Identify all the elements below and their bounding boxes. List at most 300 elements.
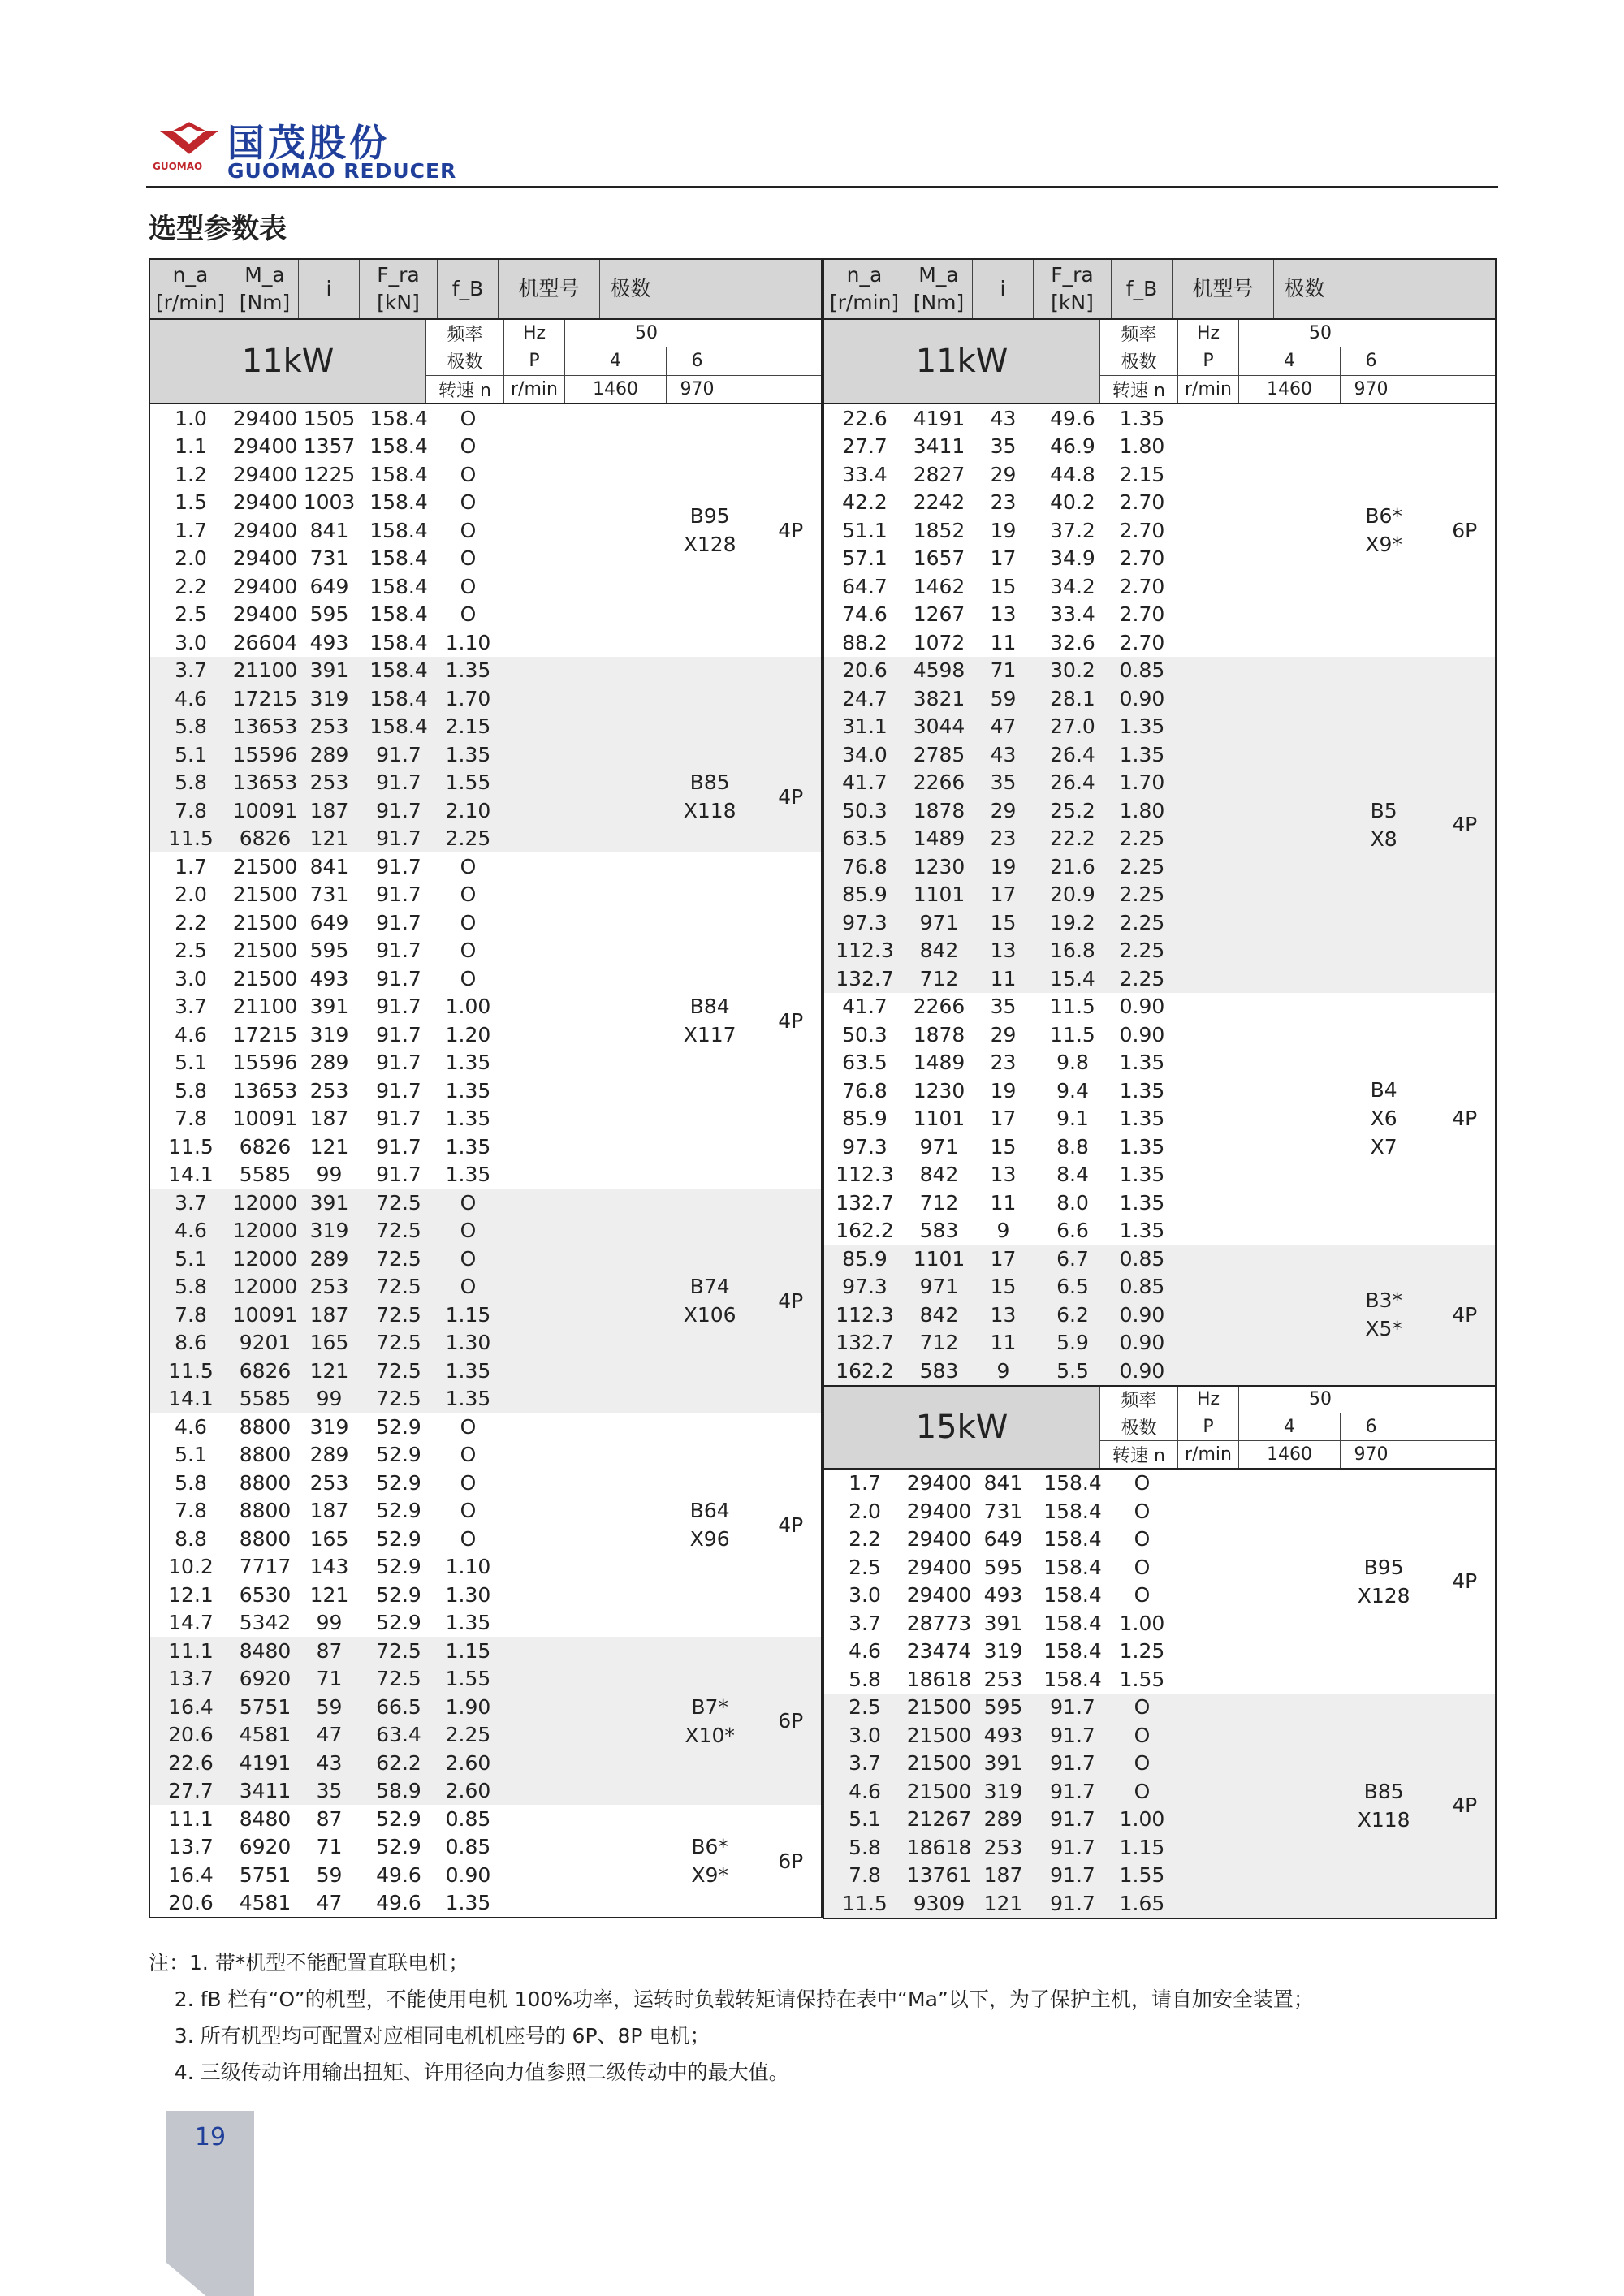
table-row: [150, 1637, 659, 1665]
table-cell: 2785: [913, 742, 965, 766]
pole-cell: [760, 657, 821, 741]
table-row: [824, 713, 1333, 741]
table-cell: 43: [990, 406, 1017, 430]
table-cell: O: [1134, 1695, 1151, 1720]
table-row: [824, 937, 1333, 965]
note-line: 4. 三级传动许用输出扭矩、许用径向力值参照二级传动中的最大值。: [149, 2061, 789, 2084]
table-cell: 11: [990, 966, 1017, 990]
table-cell: 34.2: [1050, 574, 1095, 598]
table-row: [824, 516, 1333, 545]
table-cell: 5585: [239, 1387, 292, 1411]
table-cell: 12000: [232, 1246, 298, 1271]
table-cell: 121: [309, 1134, 349, 1159]
table-cell: O: [460, 406, 477, 430]
table-row: [150, 825, 659, 853]
table-cell: O: [1134, 1555, 1151, 1579]
table-cell: 19: [990, 518, 1017, 542]
table-cell: 1.15: [445, 1302, 491, 1327]
table-cell: 0.90: [445, 1862, 491, 1887]
group-rows: [150, 740, 659, 852]
table-cell: 71: [316, 1835, 343, 1859]
table-cell: 2.70: [1119, 518, 1165, 542]
group-rows: [150, 657, 659, 741]
table-row: [824, 993, 1333, 1021]
table-cell: 28773: [906, 1611, 972, 1635]
table-cell: 20.9: [1050, 883, 1095, 907]
table-row: [150, 1245, 659, 1273]
page-title: 选型参数表: [149, 213, 287, 245]
table-row: [824, 1077, 1333, 1105]
table-cell: 91.7: [376, 826, 421, 851]
table-cell: 1267: [913, 602, 965, 627]
table-row: [824, 545, 1333, 573]
table-cell: 91.7: [376, 854, 421, 878]
table-cell: 5.1: [175, 742, 207, 766]
table-cell: 9309: [913, 1891, 965, 1915]
frequency-row: [1100, 320, 1495, 347]
table-row: [824, 1750, 1333, 1778]
table-cell: 99: [316, 1163, 343, 1187]
table-cell: 595: [983, 1555, 1023, 1579]
table-cell: 121: [309, 1582, 349, 1607]
table-row: [824, 572, 1333, 601]
table-cell: 12.1: [168, 1582, 214, 1607]
table-cell: 66.5: [376, 1694, 421, 1719]
table-row: [150, 1609, 659, 1638]
table-row: [150, 1413, 659, 1441]
table-cell: 1.15: [1119, 1835, 1165, 1859]
table-cell: 158.4: [369, 630, 428, 654]
table-cell: 91.7: [1050, 1695, 1095, 1720]
pole-cell: 4P: [778, 784, 804, 809]
table-row: [824, 908, 1333, 937]
table-cell: O: [460, 854, 477, 878]
freq-cell: 极数: [1100, 347, 1178, 374]
table-row: [824, 825, 1333, 853]
group-rows: [824, 404, 1333, 657]
table-cell: 72.5: [376, 1190, 421, 1215]
table-cell: 841: [983, 1471, 1023, 1495]
frequency-row: [426, 320, 821, 347]
table-cell: O: [460, 1414, 477, 1439]
table-cell: 842: [919, 939, 959, 963]
table-cell: 21267: [906, 1807, 972, 1832]
table-row: [150, 433, 659, 461]
frequency-grid: [426, 320, 821, 403]
table-cell: 121: [983, 1891, 1023, 1915]
table-cell: 15596: [232, 1051, 298, 1075]
table-cell: 289: [309, 1246, 349, 1271]
freq-cell: 1460: [1239, 376, 1341, 403]
table-row: [824, 1161, 1333, 1189]
table-cell: 2.0: [175, 546, 207, 571]
table-cell: 47: [990, 714, 1017, 739]
table-cell: 64.7: [842, 574, 888, 598]
pole-cell: 4P: [778, 1288, 804, 1313]
table-row: [824, 1526, 1333, 1554]
model-group: [149, 404, 823, 657]
table-cell: 23: [990, 826, 1017, 851]
table-cell: 12000: [232, 1190, 298, 1215]
table-cell: 17: [990, 1107, 1017, 1131]
table-cell: 6.6: [1056, 1219, 1089, 1243]
table-cell: 4581: [239, 1723, 292, 1747]
table-cell: 5585: [239, 1163, 292, 1187]
table-cell: 13653: [232, 714, 298, 739]
note-line: 注：1. 带*机型不能配置直联电机；: [149, 1951, 469, 1974]
table-cell: 52.9: [376, 1835, 421, 1859]
table-row: [824, 769, 1333, 797]
table-cell: 34.0: [842, 742, 888, 766]
model-cell: B95 X128: [683, 504, 736, 557]
header-cell: f_B: [438, 260, 499, 318]
table-cell: 3.0: [849, 1583, 881, 1608]
freq-cell: P: [1178, 347, 1239, 374]
table-cell: 49.6: [376, 1862, 421, 1887]
table-cell: 21500: [906, 1723, 972, 1747]
table-cell: 6826: [239, 826, 292, 851]
table-cell: O: [460, 490, 477, 515]
table-cell: 1.80: [1119, 434, 1165, 459]
table-cell: 26604: [232, 630, 298, 654]
table-cell: 1.80: [1119, 798, 1165, 822]
table-row: [150, 601, 659, 629]
table-cell: 2266: [913, 770, 965, 795]
freq-cell: 6: [1365, 1417, 1377, 1437]
table-cell: 1.30: [445, 1331, 491, 1355]
table-cell: O: [460, 462, 477, 486]
table-cell: 12000: [232, 1219, 298, 1243]
table-cell: 50.3: [842, 798, 888, 822]
table-cell: 1.35: [445, 1611, 491, 1635]
table-cell: 391: [309, 658, 349, 683]
table-cell: O: [460, 1275, 477, 1299]
table-cell: 1489: [913, 826, 965, 851]
header-cell: M_a [Nm]: [231, 260, 299, 318]
table-cell: 595: [309, 939, 349, 963]
table-cell: 41.7: [842, 995, 888, 1019]
table-cell: 91.7: [376, 1107, 421, 1131]
table-row: [150, 1665, 659, 1694]
table-cell: 62.2: [376, 1750, 421, 1775]
table-cell: 319: [309, 1414, 349, 1439]
table-row: [824, 628, 1333, 657]
table-cell: 583: [919, 1358, 959, 1383]
table-cell: 1.35: [1119, 714, 1165, 739]
table-cell: 99: [316, 1387, 343, 1411]
table-cell: 1.35: [445, 1051, 491, 1075]
table-cell: 21500: [232, 854, 298, 878]
table-cell: 3.0: [175, 630, 207, 654]
table-row: [824, 852, 1333, 881]
table-cell: 112.3: [836, 939, 894, 963]
table-cell: 1230: [913, 1078, 965, 1103]
freq-cell: 频率: [1100, 1387, 1178, 1413]
table-cell: 0.85: [1119, 1275, 1165, 1299]
table-cell: 391: [309, 1190, 349, 1215]
frequency-row: [1100, 376, 1495, 403]
table-cell: 3.7: [175, 1190, 207, 1215]
note-line: 3. 所有机型均可配置对应相同电机机座号的 6P、8P 电机；: [149, 2024, 710, 2048]
table-cell: 1.35: [1119, 1190, 1165, 1215]
model-group: [149, 852, 823, 1189]
table-cell: 1101: [913, 883, 965, 907]
table-cell: 143: [309, 1555, 349, 1579]
table-cell: 52.9: [376, 1443, 421, 1467]
table-cell: 10091: [232, 1107, 298, 1131]
model-group: [149, 1805, 823, 1918]
table-cell: 72.5: [376, 1246, 421, 1271]
table-cell: 72.5: [376, 1302, 421, 1327]
table-cell: 0.85: [445, 1835, 491, 1859]
table-cell: 595: [983, 1695, 1023, 1720]
table-cell: 29400: [906, 1583, 972, 1608]
table-cell: 4.6: [175, 1414, 207, 1439]
table-cell: 76.8: [842, 1078, 888, 1103]
table-row: [150, 489, 659, 517]
pole-cell: 6P: [778, 1849, 804, 1873]
group-rows: [150, 1189, 659, 1413]
frequency-grid: [1100, 1387, 1495, 1468]
table-cell: 74.6: [842, 602, 888, 627]
table-cell: 1101: [913, 1107, 965, 1131]
table-cell: 2.2: [849, 1527, 881, 1552]
table-cell: 29: [990, 798, 1017, 822]
table-cell: 1657: [913, 546, 965, 571]
table-cell: 23: [990, 490, 1017, 515]
table-cell: 6920: [239, 1835, 292, 1859]
model-group: [823, 1245, 1497, 1385]
table-cell: 20.6: [168, 1891, 214, 1915]
table-cell: 29400: [232, 602, 298, 627]
table-cell: 158.4: [369, 518, 428, 542]
table-cell: 19: [990, 1078, 1017, 1103]
table-cell: 158.4: [1043, 1639, 1102, 1664]
table-cell: 132.7: [836, 1190, 894, 1215]
table-cell: 9.1: [1056, 1107, 1089, 1131]
table-cell: 29400: [232, 462, 298, 486]
header-cell: n_a [r/min]: [150, 260, 231, 318]
table-cell: 29400: [906, 1555, 972, 1579]
table-cell: 85.9: [842, 883, 888, 907]
table-cell: 91.7: [376, 995, 421, 1019]
frequency-row: [426, 347, 821, 375]
table-row: [150, 684, 659, 713]
table-cell: 29400: [232, 434, 298, 459]
table-row: [150, 1805, 659, 1833]
table-cell: 97.3: [842, 910, 888, 934]
table-cell: 971: [919, 1134, 959, 1159]
table-cell: 5.1: [175, 1443, 207, 1467]
pole-cell: 4P: [1452, 813, 1478, 836]
header-cell: 极数: [610, 277, 651, 301]
table-row: [824, 601, 1333, 629]
frequency-row: [426, 376, 821, 403]
freq-cell: r/min: [1178, 376, 1239, 403]
table-row: [824, 1694, 1333, 1722]
table-row: [824, 684, 1333, 713]
table-cell: O: [460, 546, 477, 571]
table-row: [150, 1497, 659, 1526]
table-row: [824, 740, 1333, 769]
table-cell: 0.90: [1119, 1358, 1165, 1383]
table-cell: 187: [309, 1107, 349, 1131]
table-cell: 85.9: [842, 1246, 888, 1271]
table-cell: 1852: [913, 518, 965, 542]
table-cell: 2.0: [175, 883, 207, 907]
table-cell: 5.1: [175, 1246, 207, 1271]
table-cell: 158.4: [1043, 1555, 1102, 1579]
table-cell: 21.6: [1050, 854, 1095, 878]
table-cell: O: [460, 910, 477, 934]
table-cell: 3.7: [849, 1751, 881, 1776]
table-cell: 13.7: [168, 1667, 214, 1691]
table-cell: 319: [309, 686, 349, 710]
table-cell: 5.1: [849, 1807, 881, 1832]
header-cell: 机型号: [499, 260, 600, 318]
table-row: [150, 1581, 659, 1609]
table-cell: 1505: [303, 406, 356, 430]
table-cell: 63.5: [842, 1051, 888, 1075]
table-row: [150, 965, 659, 993]
table-row: [824, 1889, 1333, 1918]
table-cell: 11.5: [168, 1134, 214, 1159]
table-cell: 8.0: [1056, 1190, 1089, 1215]
table-cell: 5.8: [175, 1470, 207, 1495]
table-row: [150, 460, 659, 489]
table-cell: 29: [990, 462, 1017, 486]
freq-cell: Hz: [1178, 320, 1239, 347]
table-cell: O: [460, 602, 477, 627]
table-cell: 0.90: [1119, 1331, 1165, 1355]
table-row: [150, 545, 659, 573]
freq-cell: 50: [1309, 1389, 1332, 1410]
pole-cell: 4P: [1452, 1302, 1478, 1327]
table-cell: 3.7: [849, 1611, 881, 1635]
table-cell: 11.5: [1050, 995, 1095, 1019]
table-cell: 1878: [913, 798, 965, 822]
table-row: [824, 1301, 1333, 1329]
table-cell: 15596: [232, 742, 298, 766]
table-row: [150, 1077, 659, 1105]
model-cell: B84 X117: [683, 995, 736, 1047]
table-cell: O: [460, 1246, 477, 1271]
header-cell: F_ra [kN]: [360, 260, 438, 318]
table-cell: 43: [990, 742, 1017, 766]
table-cell: 1.7: [849, 1471, 881, 1495]
table-cell: 3.0: [849, 1723, 881, 1747]
table-cell: 0.90: [1119, 1302, 1165, 1327]
table-cell: 52.9: [376, 1470, 421, 1495]
freq-cell: 50: [635, 323, 658, 344]
table-cell: 1.15: [445, 1638, 491, 1663]
table-cell: 1489: [913, 1051, 965, 1075]
freq-cell: 转速 n: [1100, 376, 1178, 403]
table-cell: 99: [316, 1611, 343, 1635]
model-group: [823, 1470, 1497, 1694]
table-cell: 7.8: [175, 1107, 207, 1131]
table-row: [824, 657, 1333, 685]
table-cell: 2.15: [1119, 462, 1165, 486]
table-cell: 493: [309, 966, 349, 990]
pole-cell: 4P: [778, 1513, 804, 1537]
table-cell: 4581: [239, 1891, 292, 1915]
table-cell: 1.35: [445, 1134, 491, 1159]
table-cell: 1.35: [1119, 1078, 1165, 1103]
table-cell: 72.5: [376, 1331, 421, 1355]
group-rows: [150, 404, 659, 657]
model-group: [823, 993, 1497, 1245]
table-cell: 29400: [232, 518, 298, 542]
table-cell: 6.7: [1056, 1246, 1089, 1271]
freq-cell: r/min: [504, 376, 565, 403]
table-row: [824, 1357, 1333, 1385]
brand-name-cn: 国茂股份: [227, 121, 390, 165]
table-cell: 1878: [913, 1022, 965, 1047]
model-cell: B5 X8: [1370, 798, 1397, 851]
table-cell: 17: [990, 1246, 1017, 1271]
table-cell: 158.4: [369, 546, 428, 571]
table-cell: 4598: [913, 658, 965, 683]
table-cell: 91.7: [1050, 1891, 1095, 1915]
table-cell: 1.1: [175, 434, 207, 459]
model-group: [149, 1189, 823, 1413]
table-cell: 9.8: [1056, 1051, 1089, 1075]
table-cell: 158.4: [369, 434, 428, 459]
table-cell: 29: [990, 1022, 1017, 1047]
table-row: [150, 713, 659, 741]
table-cell: 33.4: [842, 462, 888, 486]
table-row: [824, 1665, 1333, 1694]
table-cell: 13653: [232, 770, 298, 795]
table-cell: 2.5: [849, 1695, 881, 1720]
table-cell: 289: [309, 742, 349, 766]
table-cell: O: [460, 883, 477, 907]
table-cell: 19: [990, 854, 1017, 878]
table-cell: 2.5: [849, 1555, 881, 1579]
table-cell: 11.5: [1050, 1022, 1095, 1047]
group-rows: [150, 1805, 659, 1917]
left-table: [149, 258, 823, 1918]
table-cell: 29400: [232, 546, 298, 571]
header-cell: i: [299, 260, 360, 318]
table-cell: 2.0: [849, 1499, 881, 1523]
table-cell: 20.6: [168, 1723, 214, 1747]
table-cell: 1.7: [175, 854, 207, 878]
freq-cell: P: [1178, 1413, 1239, 1440]
table-cell: 21100: [232, 658, 298, 683]
table-cell: 4.6: [849, 1639, 881, 1664]
freq-cell: 极数: [426, 347, 504, 374]
table-cell: 187: [983, 1863, 1023, 1888]
freq-cell: 6: [1365, 351, 1377, 372]
table-cell: 253: [309, 1078, 349, 1103]
table-cell: 22.6: [842, 406, 888, 430]
table-row: [150, 1525, 659, 1553]
table-cell: 17215: [232, 686, 298, 710]
table-cell: 58.9: [376, 1779, 421, 1803]
freq-cell: r/min: [1178, 1441, 1239, 1468]
table-cell: 46.9: [1050, 434, 1095, 459]
table-cell: 3.7: [175, 995, 207, 1019]
table-cell: 21500: [906, 1695, 972, 1720]
table-row: [824, 1217, 1333, 1245]
table-cell: 52.9: [376, 1555, 421, 1579]
table-cell: 8800: [239, 1414, 292, 1439]
table-cell: 72.5: [376, 1667, 421, 1691]
model-group: [149, 740, 823, 852]
table-cell: 7.8: [849, 1863, 881, 1888]
